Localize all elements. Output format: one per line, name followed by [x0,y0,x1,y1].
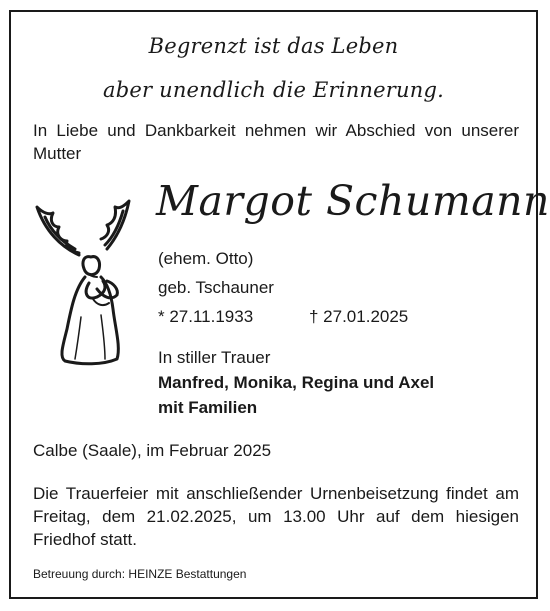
birth-date: * 27.11.1933 [158,307,254,326]
mourners-families: mit Familien [158,398,258,417]
birth-name: geb. Tschauner [158,278,274,297]
ceremony-text: Die Trauerfeier mit anschließender Urnenbeisetzung findet am Freitag, dem 21.02.2025, um 13.00 Uhr auf dem hiesigen Friedhof statt. [33,484,519,549]
motto-line-1: Begrenzt ist das Leben [148,34,399,58]
motto-line-2: aber unendlich die Erinnerung. [103,78,444,102]
mourners-names: Manfred, Monika, Regina und Axel [158,373,435,392]
angel-icon [31,197,141,367]
intro-text: In Liebe und Dankbarkeit nehmen wir Abschied von unserer Mutter [33,121,519,163]
undertaker-credit: Betreuung durch: HEINZE Bestattungen [33,567,247,581]
place-date: Calbe (Saale), im Februar 2025 [33,441,272,460]
former-name: (ehem. Otto) [158,249,254,268]
mourning-intro: In stiller Trauer [158,348,271,367]
obituary-notice [9,10,550,599]
deceased-name: Margot Schumann [156,177,550,225]
death-date: † 27.01.2025 [309,307,409,326]
